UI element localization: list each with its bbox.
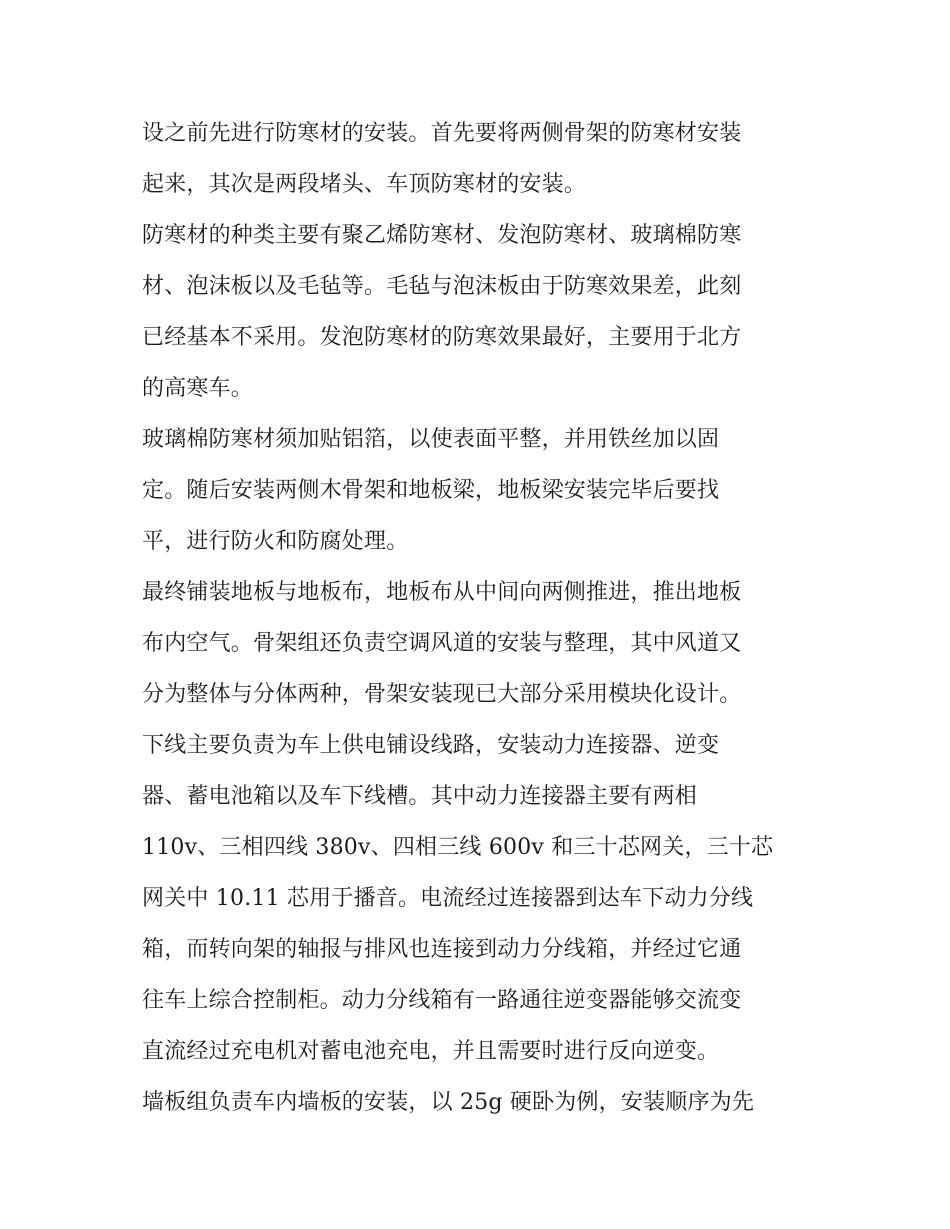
paragraph — [142, 414, 814, 567]
text-line: 墙板组负责车内墙板的安装，以 25g 硬卧为例，安装顺序为先 — [142, 1090, 755, 1115]
text-line: 定。随后安装两侧木骨架和地板梁，地板梁安装完毕后要找 — [142, 478, 720, 503]
text-line: 110v、三相四线 380v、四相三线 600v 和三十芯网关，三十芯 — [142, 835, 774, 860]
text-line: 箱，而转向架的轴报与排风也连接到动力分线箱，并经过它通 — [142, 937, 742, 962]
text-line: 最终铺装地板与地板布，地板布从中间向两侧推进，推出地板 — [142, 580, 742, 605]
paragraph — [142, 1077, 814, 1128]
text-line: 网关中 10.11 芯用于播音。电流经过连接器到达车下动力分线 — [142, 886, 754, 911]
text-line: 直流经过充电机对蓄电池充电，并且需要时进行反向逆变。 — [142, 1039, 720, 1064]
paragraph — [142, 108, 814, 210]
paragraph — [142, 567, 814, 720]
text-line: 布内空气。骨架组还负责空调风道的安装与整理，其中风道又 — [142, 631, 742, 656]
text-line: 器、蓄电池箱以及车下线槽。其中动力连接器主要有两相 — [142, 784, 698, 809]
document-body — [142, 108, 814, 1128]
text-line: 材、泡沫板以及毛毡等。毛毡与泡沫板由于防寒效果差，此刻 — [142, 274, 742, 299]
text-line: 下线主要负责为车上供电铺设线路，安装动力连接器、逆变 — [142, 733, 720, 758]
text-line: 防寒材的种类主要有聚乙烯防寒材、发泡防寒材、玻璃棉防寒 — [142, 223, 742, 248]
paragraph — [142, 210, 814, 414]
text-line: 玻璃棉防寒材须加贴铝箔，以使表面平整，并用铁丝加以固 — [142, 427, 720, 452]
text-line: 已经基本不采用。发泡防寒材的防寒效果最好，主要用于北方 — [142, 325, 742, 350]
text-line: 往车上综合控制柜。动力分线箱有一路通往逆变器能够交流变 — [142, 988, 742, 1013]
text-line: 平，进行防火和防腐处理。 — [142, 529, 409, 554]
text-line: 的高寒车。 — [142, 376, 254, 401]
text-line: 起来，其次是两段堵头、车顶防寒材的安装。 — [142, 172, 587, 197]
text-line: 设之前先进行防寒材的安装。首先要将两侧骨架的防寒材安装 — [142, 121, 742, 146]
text-line: 分为整体与分体两种，骨架安装现已大部分采用模块化设计。 — [142, 682, 742, 707]
paragraph — [142, 720, 814, 1077]
